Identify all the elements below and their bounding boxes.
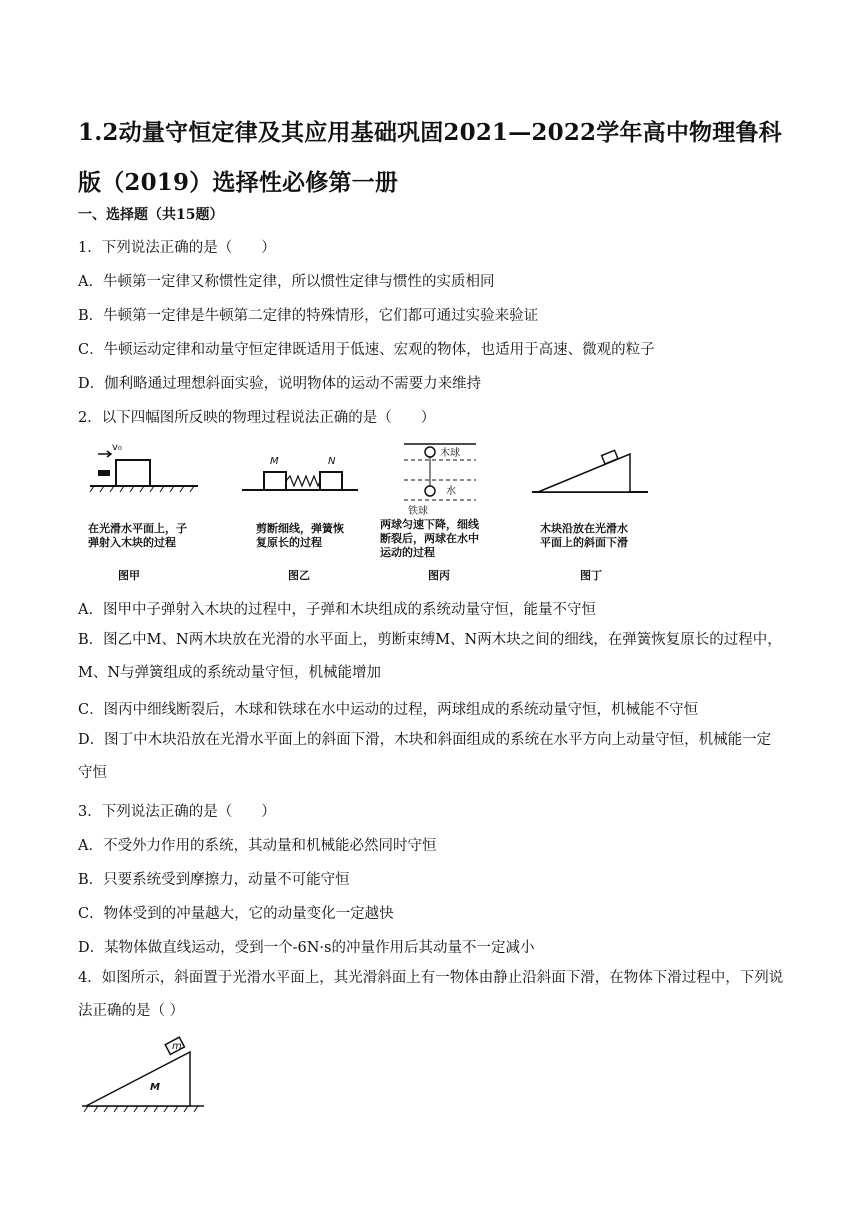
question-3-option-b: B．只要系统受到摩擦力，动量不可能守恒: [78, 872, 350, 888]
figure-jia-caption: 在光滑水平面上，子 弹射入木块的过程: [88, 522, 187, 549]
question-1-stem: 1．下列说法正确的是（ ）: [78, 240, 276, 256]
question-2-stem: 2．以下四幅图所反映的物理过程说法正确的是（ ）: [78, 410, 436, 426]
figure-bing-caption: 两球匀速下降，细线 断裂后，两球在水中 运动的过程: [380, 518, 479, 559]
water-label: 水: [446, 486, 456, 497]
block-m-label: M: [270, 456, 279, 467]
iron-ball-label: 铁球: [408, 506, 428, 517]
incline-drawing: [78, 1036, 208, 1116]
question-1-option-a: A．牛顿第一定律又称惯性定律，所以惯性定律与惯性的实质相同: [78, 274, 495, 290]
figure-ding: [530, 446, 650, 498]
incline-m-label: M: [150, 1082, 160, 1093]
question-3-option-c: C．物体受到的冲量越大，它的动量变化一定越快: [78, 906, 394, 922]
question-2-option-a: A．图甲中子弹射入木块的过程中，子弹和木块组成的系统动量守恒，能量不守恒: [78, 602, 596, 618]
figure-jia: [88, 440, 208, 500]
figure-bing: [396, 440, 506, 520]
question-2-option-c: C．图丙中细线断裂后，木球和铁球在水中运动的过程，两球组成的系统动量守恒，机械能不守恒: [78, 702, 699, 718]
question-4-stem: 4．如图所示，斜面置于光滑水平面上，其光滑斜面上有一物体由静止沿斜面下滑，在物体下滑过程中，下列说法正确的是（ ）: [78, 970, 784, 1019]
figure-incline: [78, 1036, 208, 1116]
question-3-option-d: D．某物体做直线运动，受到一个-6N·s的冲量作用后其动量不一定减小: [78, 940, 535, 956]
figure-ding-drawing: [530, 446, 650, 498]
block-n-label: N: [328, 456, 336, 467]
figure-bing-label: 图丙: [428, 569, 450, 582]
figure-ding-caption: 木块沿放在光滑水 平面上的斜面下滑: [540, 522, 628, 549]
document-title: 1.2动量守恒定律及其应用基础巩固2021—2022学年高中物理鲁科版（2019）选择性必修第一册: [78, 119, 782, 196]
section-heading: 一、选择题（共15题）: [78, 207, 224, 223]
wood-ball-label: 木球: [440, 448, 460, 459]
question-1-option-b: B．牛顿第一定律是牛顿第二定律的特殊情形，它们都可通过实验来验证: [78, 308, 539, 324]
question-2-option-d: D．图丁中木块沿放在光滑水平面上的斜面下滑，木块和斜面组成的系统在水平方向上动量守恒，机械能一定守恒: [78, 732, 772, 781]
question-3-option-a: A．不受外力作用的系统，其动量和机械能必然同时守恒: [78, 838, 437, 854]
small-block-m-label: m: [172, 1041, 182, 1052]
figure-yi-caption: 剪断细线，弹簧恢 复原长的过程: [256, 522, 344, 549]
velocity-label: v₀: [112, 442, 122, 453]
question-2-option-b: B．图乙中M、N两木块放在光滑的水平面上，剪断束缚M、N两木块之间的细线，在弹簧恢复原长的过程中，M、N与弹簧组成的系统动量守恒，机械能增加: [78, 632, 782, 681]
figure-yi-label: 图乙: [288, 569, 310, 582]
question-1-option-d: D．伽利略通过理想斜面实验，说明物体的运动不需要力来维持: [78, 376, 482, 392]
figure-yi: [240, 452, 360, 498]
question-3-stem: 3．下列说法正确的是（ ）: [78, 804, 276, 820]
question-1-option-c: C．牛顿运动定律和动量守恒定律既适用于低速、宏观的物体，也适用于高速、微观的粒子: [78, 342, 655, 358]
figure-yi-drawing: [240, 452, 360, 498]
figure-jia-drawing: [88, 440, 208, 500]
figure-ding-label: 图丁: [580, 569, 602, 582]
figure-jia-label: 图甲: [118, 569, 140, 582]
